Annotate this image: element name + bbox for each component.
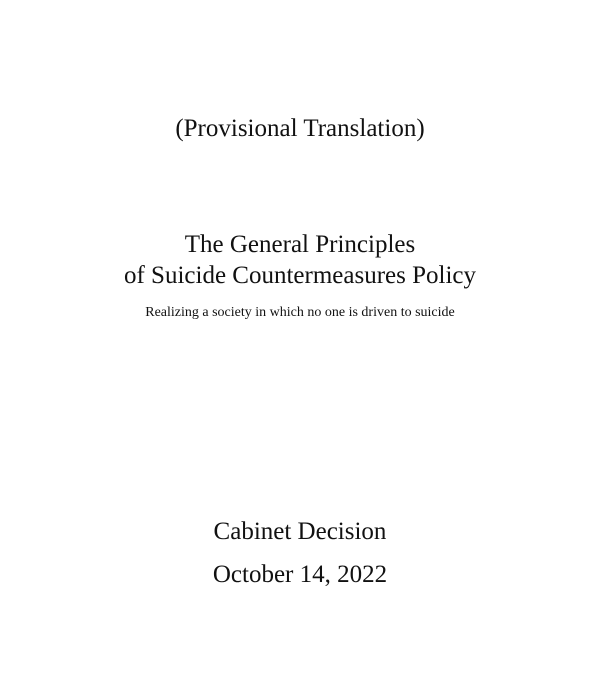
cabinet-decision-date: October 14, 2022 xyxy=(212,561,388,588)
document-subtitle: Realizing a society in which no one is driven to suicide xyxy=(145,305,455,320)
cabinet-decision-label: Cabinet Decision xyxy=(213,518,387,545)
document-title-line2: of Suicide Countermeasures Policy xyxy=(123,262,476,289)
translation-note: (Provisional Translation) xyxy=(175,115,425,142)
document-title xyxy=(0,229,600,291)
document-title-line1: The General Principles xyxy=(184,231,416,258)
